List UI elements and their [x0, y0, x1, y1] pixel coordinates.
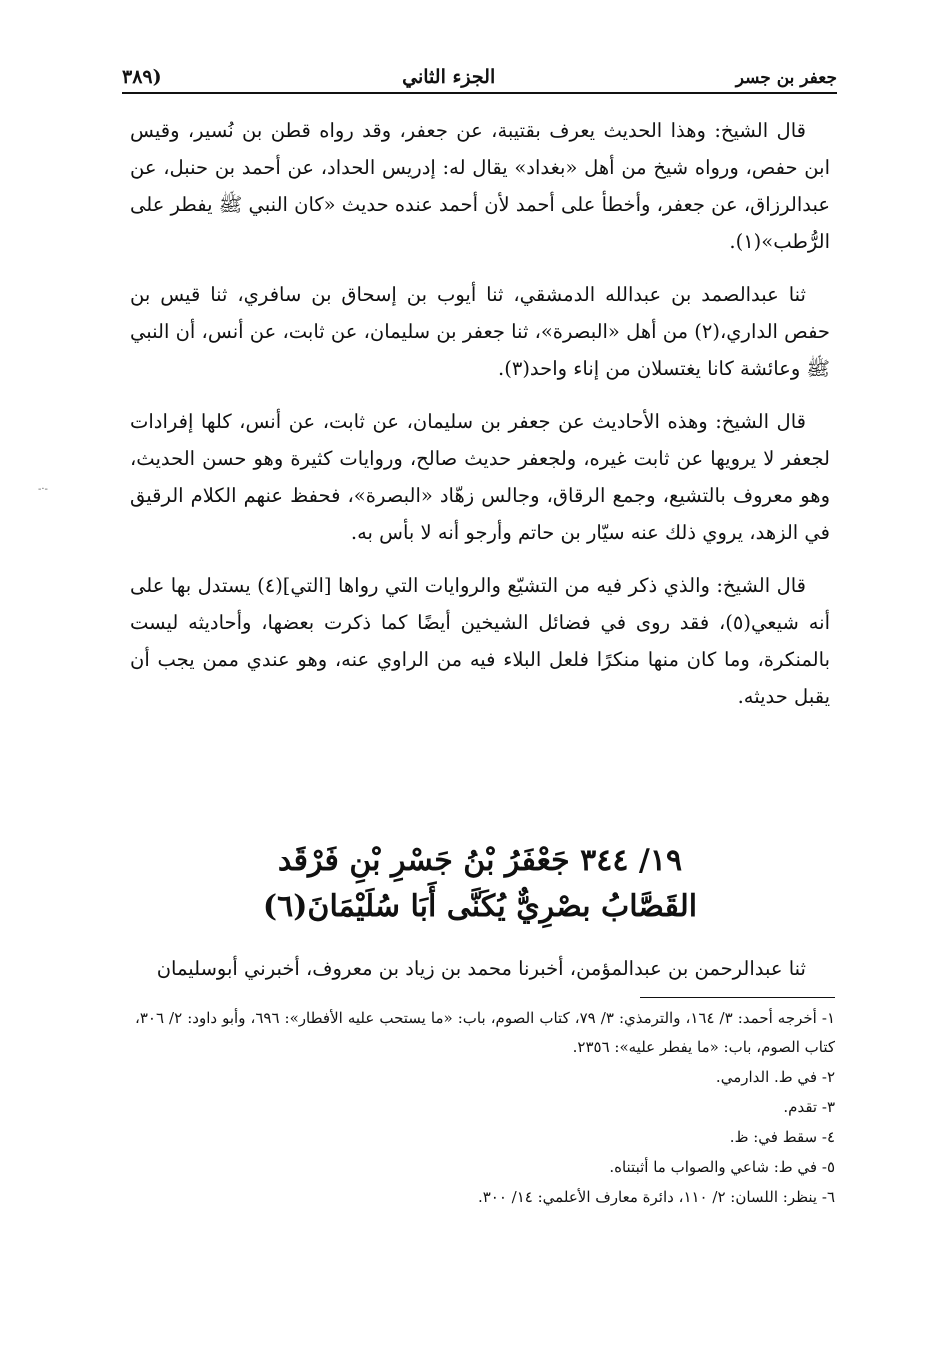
header-volume: الجزء الثاني	[402, 66, 496, 88]
footnote-3: ٣- تقدم.	[783, 1098, 835, 1116]
page-number: (٣٨٩	[122, 66, 162, 88]
footnote-5: ٥- في ط: شاعي والصواب ما أثبتناه.	[609, 1158, 835, 1176]
entry-text: ثنا عبدالرحمن بن عبدالمؤمن، أخبرنا محمد بن زياد بن معروف، أخبرني أبوسليمان	[156, 957, 806, 980]
paragraph-1: قال الشيخ: وهذا الحديث يعرف بقتيبة، عن جعفر، وقد رواه قطن بن نُسير، وقيس ابن حفص، ورواه شيخ من أهل «بغداد» يقال له: إدريس الحداد، عن أحمد بن حنبل، عن عبدالرزاق، عن جعفر، وأخطأ على أحمد لأن أحمد عنده حديث «كان النبي ﷺ يفطر على الرُّطب»(١).	[130, 119, 830, 253]
footnote-rule	[640, 997, 835, 998]
running-header	[122, 48, 837, 88]
entry-subtitle: القَصَّابُ بصْرِيٌّ يُكَنَّى أَبَا سُلَيْمَانَ(٦)	[262, 889, 698, 924]
paragraph-3: قال الشيخ: وهذه الأحاديث عن جعفر بن سليمان، عن ثابت، عن أنس، كلها إفرادات لجعفر لا يرويها عن ثابت غيره، ولجعفر حديث صالح، وروايات كثيرة وهو حسن الحديث، وهو معروف بالتشيع، وجمع الرقاق، وجالس زهّاد «البصرة»، فحفظ عنهم الكلام الرقيق في الزهد، يروي ذلك عنه سيّار بن حاتم وأرجو أنه لا بأس به.	[130, 410, 830, 544]
entry-heading	[130, 838, 830, 930]
header-author: جعفر بن جسر	[735, 68, 837, 88]
header-rule	[122, 92, 837, 94]
entry-title: ١٩/ ٣٤٤ جَعْفَرُ بْنُ جَسْرِ بْنِ فَرْقَد	[277, 843, 683, 878]
margin-mark: -·-	[38, 484, 48, 495]
main-text	[130, 112, 830, 731]
paragraph-4: قال الشيخ: والذي ذكر فيه من التشيّع والروايات التي رواها [التي](٤) يستدل بها على أنه شيعي(٥)، فقد روى في فضائل الشيخين أيضًا كما ذكرت بعضها، وأحاديثه ليست بالمنكرة، وما كان منها منكرًا فلعل البلاء فيه من الراوي عنه، وهو عندي ممن يجب أن يقبل حديثه.	[130, 574, 830, 708]
footnote-1: ١- أخرجه أحمد: ٣/ ١٦٤، والترمذي: ٣/ ٧٩، كتاب الصوم، باب: «ما يستحب عليه الأفطار»: ٦٩٦، وأبو داود: ٢/ ٣٠٦، كتاب الصوم، باب: «ما يفطر عليه»: ٢٣٥٦.	[135, 1009, 836, 1056]
footnotes	[135, 1004, 835, 1213]
footnote-2: ٢- في ط. الدارمي.	[715, 1068, 835, 1086]
paragraph-2: ثنا عبدالصمد بن عبدالله الدمشقي، ثنا أيوب بن إسحاق بن سافري، ثنا قيس بن حفص الداري،(٢) من أهل «البصرة»، ثنا جعفر بن سليمان، عن ثابت، عن أنس، أن النبي ﷺ وعائشة كانا يغتسلان من إناء واحد(٣).	[130, 283, 830, 380]
footnote-6: ٦- ينظر: اللسان: ٢/ ١١٠، دائرة معارف الأعلمي: ١٤/ ٣٠٠.	[477, 1188, 835, 1206]
footnote-4: ٤- سقط في: ظ.	[729, 1128, 835, 1146]
